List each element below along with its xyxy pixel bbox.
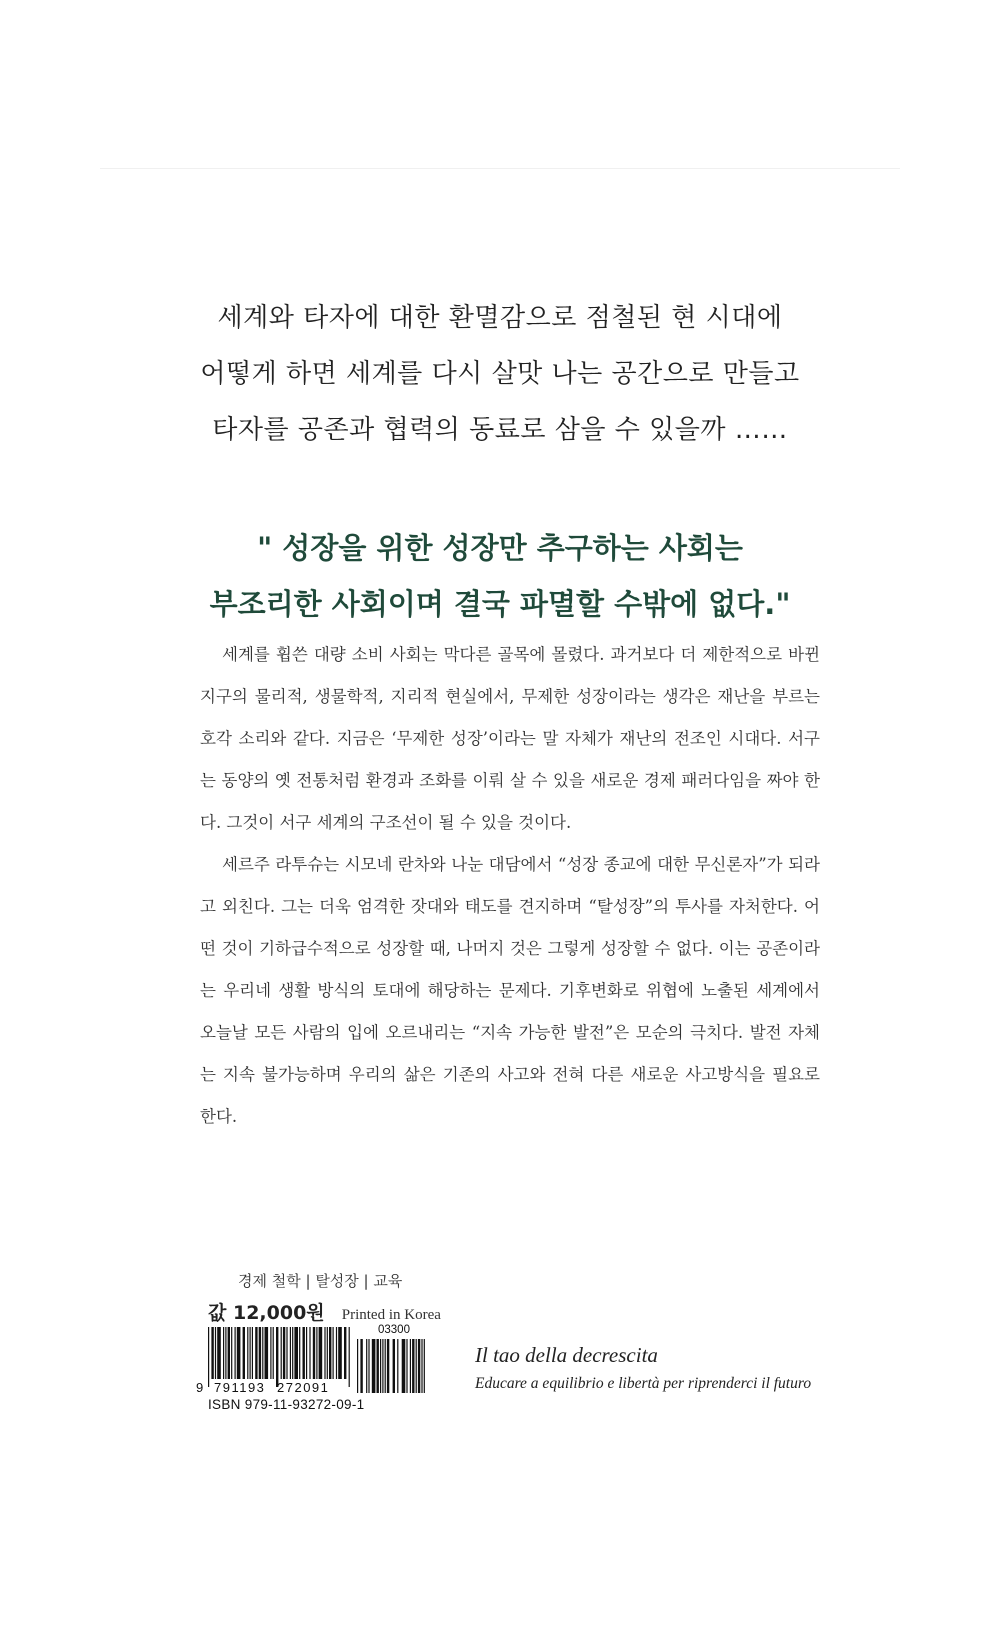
barcode-bar [366,1339,367,1393]
barcode-bar [211,1327,213,1379]
barcode-bar [309,1327,310,1379]
barcode-bar [270,1327,271,1379]
barcode-bar [265,1327,269,1379]
barcode-bar [228,1327,230,1379]
barcode-bar [223,1327,224,1379]
barcode-digit-lead: 9 [196,1380,204,1395]
barcode-bar [412,1339,414,1393]
barcode-bar [255,1327,257,1379]
barcode-bar [393,1339,395,1393]
body-text [200,634,820,1138]
category-tags: 경제 철학 | 탈성장 | 교육 [238,1272,403,1290]
barcode-bar [292,1327,293,1379]
barcode-bar [276,1327,278,1387]
barcode-bar [336,1327,337,1379]
barcode-bar [237,1327,241,1379]
barcode-bar [418,1339,420,1393]
barcode-digits-left: 791193 [214,1380,266,1395]
barcode-bar [377,1339,379,1393]
barcode-bar [247,1327,248,1379]
barcode-bar [397,1339,398,1393]
barcode-bar [387,1339,389,1393]
barcode-bar [402,1339,406,1393]
barcode-bar [286,1327,287,1379]
barcode-bar [406,1339,407,1393]
barcode-bar [357,1339,358,1393]
barcode-bar [338,1327,342,1379]
barcode-bar [290,1327,291,1379]
quote-line: 부조리한 사회이며 결국 파멸할 수밖에 없다." [209,587,791,621]
barcode-bar [252,1327,253,1379]
barcode-bar [410,1339,411,1393]
barcode-bar [360,1339,362,1393]
barcode-bar [217,1327,221,1379]
top-divider [100,168,900,169]
original-title: Il tao della decrescita [475,1343,658,1367]
barcode-bar [231,1327,232,1379]
intro-line: 어떻게 하면 세계를 다시 살맛 나는 공간으로 만들고 [200,359,800,389]
barcode-bar [368,1339,369,1393]
barcode-bar [208,1327,209,1387]
barcode-bar [281,1327,282,1379]
barcode-bar [329,1327,331,1379]
barcode-bar [316,1327,317,1379]
barcode-bar [382,1339,383,1393]
price-row [208,1298,441,1325]
barcode-bar [327,1327,328,1379]
body-paragraph: 세계를 휩쓴 대량 소비 사회는 막다른 골목에 몰렸다. 과거보다 더 제한적으로 바뀐 지구의 물리적, 생물학적, 지리적 현실에서, 무제한 성장이라는 생각은 재난을 부르는 호각 소리와 같다. 지금은 ‘무제한 성장’이라는 말 자체가 재난의 전조인 시대다. 서구는 동양의 옛 전통처럼 환경과 조화를 이뤄 살 수 있을 새로운 경제 패러다임을 짜야 한다. 그것이 서구 세계의 구조선이 될 수 있을 것이다. [200,645,820,832]
barcode-bar [421,1339,422,1393]
barcode-bar [372,1339,376,1393]
barcode-bar [324,1327,325,1379]
barcode-bar [319,1327,323,1379]
barcode-bar [333,1327,334,1379]
barcode-bar [416,1339,417,1393]
barcode-bar [349,1327,350,1387]
barcode-bar [299,1327,300,1379]
quote-line: " 성장을 위한 성장만 추구하는 사회는 [257,531,743,565]
barcode-bar [313,1327,315,1379]
barcode-bar [306,1327,307,1379]
original-subtitle: Educare a equilibrio e libertà per riprenderci il futuro [475,1375,812,1392]
printed-in-label: Printed in Korea [341,1307,441,1323]
body-paragraph: 세르주 라투슈는 시모네 란차와 나눈 대담에서 “성장 종교에 대한 무신론자”가 되라고 외친다. 그는 더욱 엄격한 잣대와 태도를 견지하며 “탈성장”의 투사를 자처한다. 어떤 것이 기하급수적으로 성장할 때, 나머지 것은 그렇게 성장할 수 없다. 이는 공존이라는 우리네 생활 방식의 토대에 해당하는 문제다. 기후변화로 위협에 노출된 세계에서 오늘날 모든 사람의 입에 오르내리는 “지속 가능한 발전”은 모순의 극치다. 발전 자체는 지속 불가능하며 우리의 삶은 기존의 사고와 전혀 다른 새로운 사고방식을 필요로 한다. [200,855,820,1126]
price-label: 값 12,000원 [208,1302,325,1324]
barcode-bar [250,1327,251,1379]
barcode-bar [344,1327,346,1379]
barcode-bar [215,1327,216,1379]
barcode-bar [424,1339,425,1393]
intro-line: 타자를 공존과 협력의 동료로 삼을 수 있을까 …… [212,415,788,445]
isbn-number: ISBN 979-11-93272-09-1 [208,1397,365,1412]
barcode-addon-digits: 03300 [378,1324,410,1336]
barcode-bar [273,1327,274,1379]
pull-quote [100,520,900,632]
barcode-bar [294,1327,298,1379]
intro-line: 세계와 타자에 대한 환멸감으로 점철된 현 시대에 [217,303,783,333]
barcode-bar [385,1339,386,1393]
isbn-barcode [196,1324,455,1405]
barcode-bar [283,1327,285,1379]
barcode-bar [303,1327,305,1379]
barcode-bar [235,1327,236,1379]
barcode-bar [262,1327,263,1379]
barcode-bar [259,1327,261,1379]
barcode-digits-right: 272091 [277,1380,330,1395]
barcode-bar [225,1327,226,1379]
barcode-bar [243,1327,245,1379]
intro-text [100,290,900,458]
barcode-bar [380,1339,381,1393]
